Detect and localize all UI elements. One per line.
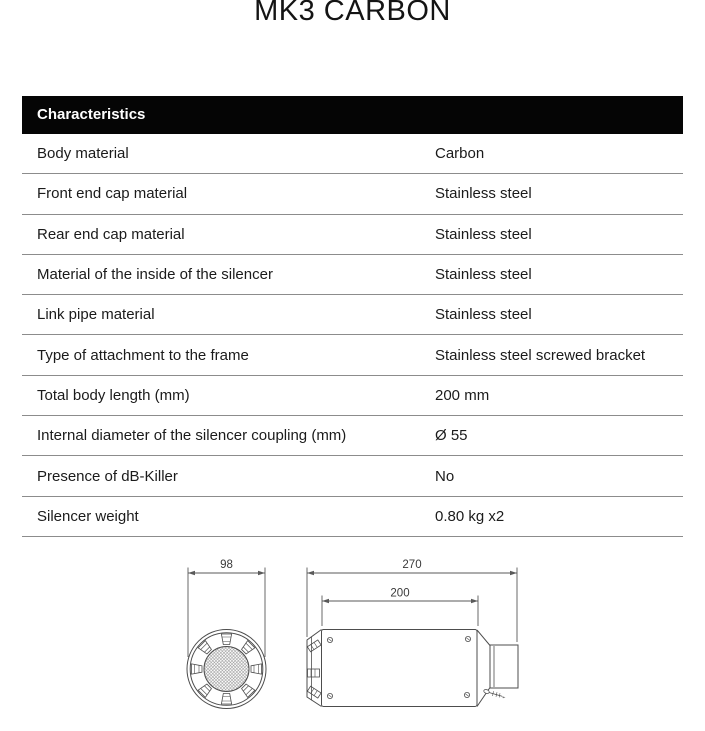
dimension-arrow [471, 599, 478, 603]
side-vent-slot [307, 686, 321, 698]
left-end-cap [307, 630, 322, 707]
row-value: 0.80 kg x2 [435, 507, 505, 525]
row-label: Total body length (mm) [37, 386, 190, 404]
rivet [327, 693, 332, 698]
silencer-body [322, 630, 478, 707]
row-label: Silencer weight [37, 507, 139, 525]
dimension-arrow [258, 571, 265, 575]
table-row [22, 376, 683, 416]
dimension-200 [322, 588, 478, 627]
row-value: Stainless steel [435, 185, 532, 203]
vent-slot [192, 664, 203, 674]
row-label: Front end cap material [37, 185, 188, 203]
front-view-drawing [187, 559, 266, 709]
rivet [465, 636, 470, 641]
characteristics-table [22, 96, 683, 537]
row-value: No [435, 467, 455, 485]
row-value: Stainless steel [435, 225, 532, 243]
table-row [22, 335, 683, 375]
table-row [22, 255, 683, 295]
technical-drawing [0, 545, 705, 731]
row-value: Ø 55 [435, 427, 468, 445]
rivet [327, 637, 332, 642]
table-header: Characteristics [22, 96, 683, 134]
dimension-98-label: 98 [220, 559, 233, 571]
mesh-circle [204, 647, 249, 692]
dimension-200-label: 200 [390, 587, 410, 600]
dimension-arrow [188, 571, 195, 575]
rivet [464, 692, 469, 697]
table-row [22, 215, 683, 255]
table-row [22, 174, 683, 214]
table-row [22, 456, 683, 496]
dimension-arrow [322, 599, 329, 603]
table-row [22, 134, 683, 174]
vent-slot [221, 634, 231, 645]
vent-slot [251, 664, 262, 674]
table-row [22, 295, 683, 335]
row-value: Stainless steel [435, 266, 532, 284]
row-value: Stainless steel screwed bracket [435, 346, 646, 364]
vent-slot [221, 694, 231, 705]
row-value: Carbon [435, 145, 485, 163]
row-label: Rear end cap material [37, 225, 185, 243]
row-value: Stainless steel [435, 306, 532, 324]
table-row [22, 497, 683, 537]
row-label: Presence of dB-Killer [37, 467, 178, 485]
dimension-arrow [307, 571, 314, 575]
page-title: MK3 CARBON [254, 0, 451, 27]
side-view-drawing [307, 559, 518, 707]
row-label: Body material [37, 145, 129, 163]
table-row [22, 416, 683, 456]
row-label: Internal diameter of the silencer coupling (mm) [37, 427, 347, 445]
dimension-arrow [510, 571, 517, 575]
row-label: Link pipe material [37, 306, 155, 324]
row-value: 200 mm [435, 386, 490, 404]
drain-screw [483, 689, 505, 698]
side-vent-slot [307, 640, 321, 652]
side-vent-slot [308, 669, 320, 677]
row-label: Material of the inside of the silencer [37, 266, 273, 284]
row-label: Type of attachment to the frame [37, 346, 249, 364]
right-end-cap [477, 630, 490, 707]
dimension-270-label: 270 [402, 559, 422, 571]
